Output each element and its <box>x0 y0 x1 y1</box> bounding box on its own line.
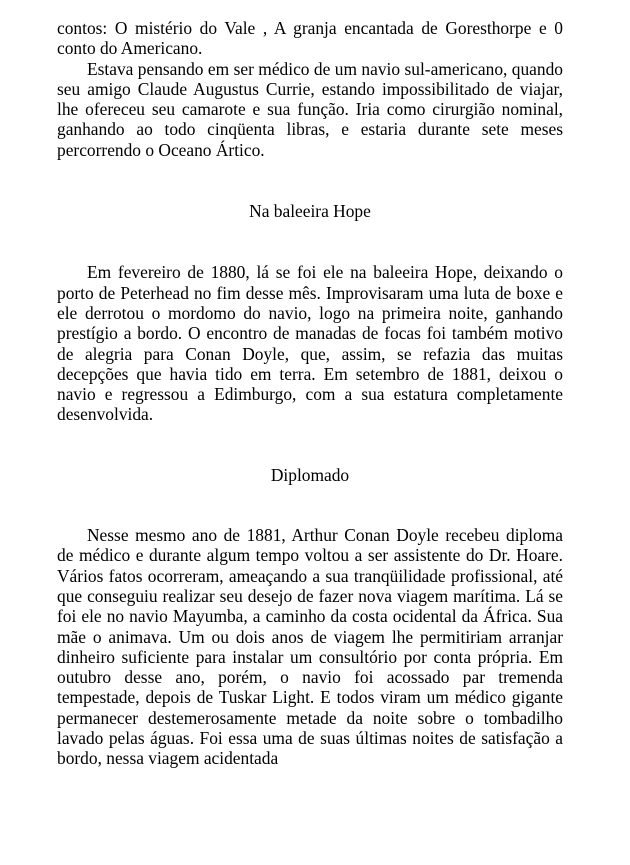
document-page <box>57 18 563 769</box>
paragraph-ship-doctor: Estava pensando em ser médico de um navio sul-americano, quando seu amigo Claude Augustus Currie, estando impossibilitado de viajar, lhe ofereceu seu camarote e sua função. Iria como cirurgião nominal, ganhando ao todo cinqüenta libras, e estaria durante sete meses percorrendo o Oceano Ártico. <box>57 58 563 160</box>
paragraph-continuation: contos: O mistério do Vale , A granja encantada de Goresthorpe e 0 conto do Americano. <box>57 18 563 59</box>
paragraph-diploma: Nesse mesmo ano de 1881, Arthur Conan Doyle recebeu diploma de médico e durante algum tempo voltou a ser assistente do Dr. Hoare. Vários fatos ocorreram, ameaçando a sua tranqüilidade profissional, até que conseguiu realizar seu desejo de fazer nova viagem marítima. Lá se foi ele no navio Mayumba, a caminho da costa ocidental da África. Sua mãe o animava. Um ou dois anos de viagem lhe permitiriam arranjar dinheiro suficiente para instalar um consultório por conta própria. Em outubro desse ano, porém, o navio foi acossado par tremenda tempestade, depois de Tuskar Light. E todos viram um médico gigante permanecer destemerosamente metade da noite sobre o tombadilho lavado pelas águas. Foi essa uma de suas últimas noites de satisfação a bordo, nessa viagem acidentada <box>57 525 563 769</box>
section-heading-diplomado: Diplomado <box>270 464 350 485</box>
paragraph-hope-voyage: Em fevereiro de 1880, lá se foi ele na baleeira Hope, deixando o porto de Peterhead no fim desse mês. Improvisaram uma luta de boxe e ele derrotou o mordomo do navio, logo na primeira noite, ganhando prestígio a bordo. O encontro de manadas de focas foi também motivo de alegria para Conan Doyle, que, assim, se refazia das muitas decepções que havia tido em terra. Em setembro de 1881, deixou o navio e regressou a Edimburgo, com a sua estatura completamente desenvolvida. <box>57 262 563 425</box>
section-heading-hope: Na baleeira Hope <box>249 201 371 222</box>
